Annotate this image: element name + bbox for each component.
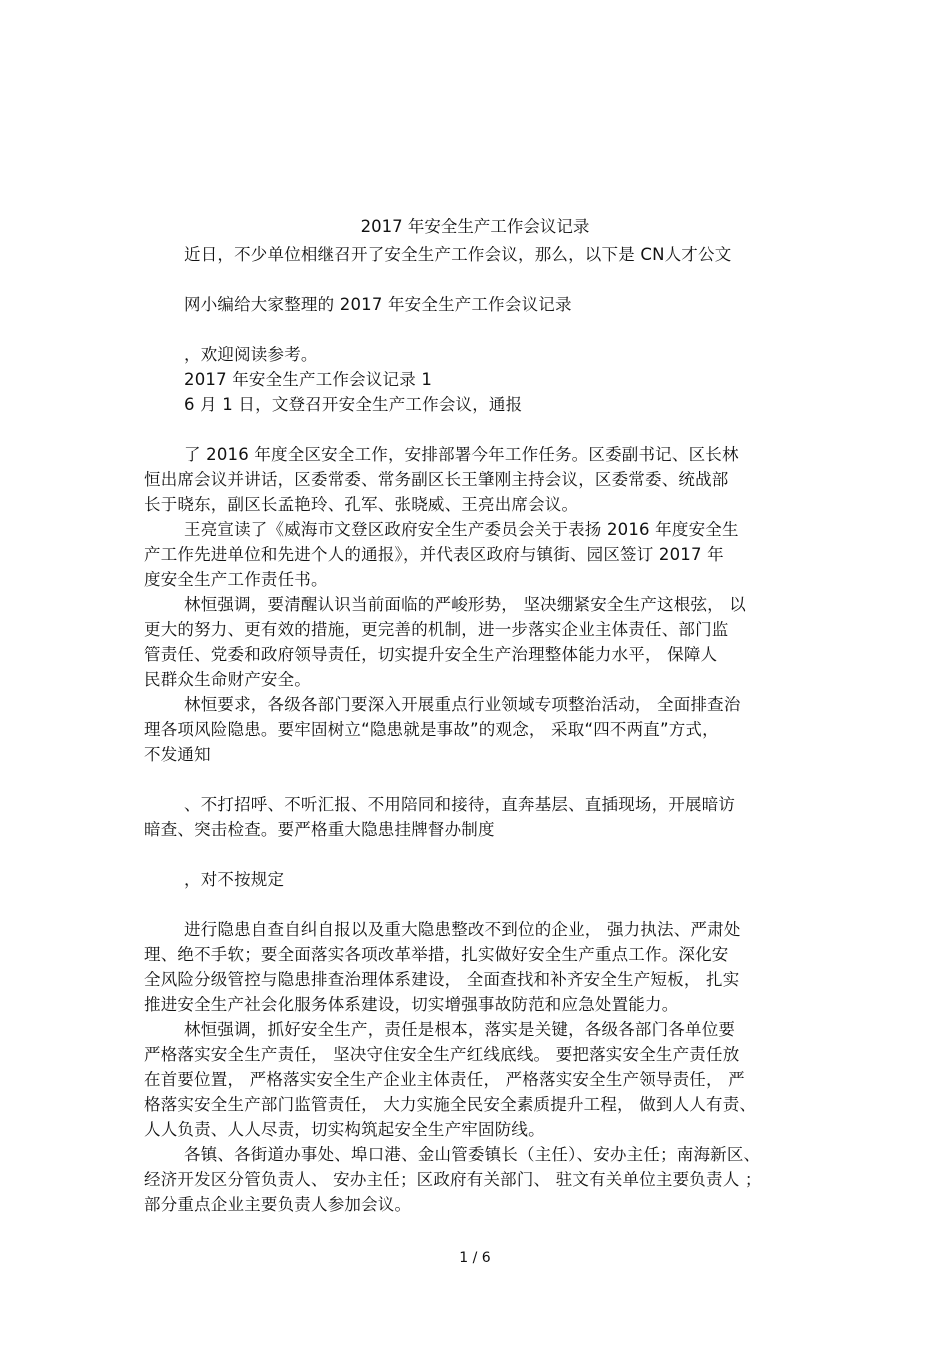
paragraph-line: 王亮宣读了《威海市文登区政府安全生产委员会关于表扬 2016 年度安全生 (184, 520, 739, 539)
paragraph-line: 部分重点企业主要负责人参加会议。 (144, 1195, 412, 1214)
paragraph-line: 不发通知 (144, 745, 211, 764)
paragraph-line: 经济开发区分管负责人、 安办主任；区政府有关部门、 驻文有关单位主要负责人 ； (144, 1170, 762, 1189)
paragraph-line: 网小编给大家整理的 2017 年安全生产工作会议记录 (184, 295, 572, 314)
paragraph-line: 暗查、突击检查。要严格重大隐患挂牌督办制度 (144, 820, 495, 839)
paragraph-line: ，对不按规定 (184, 870, 285, 889)
paragraph-line: 长于晓东，副区长孟艳玲、孔军、张晓威、王亮出席会议。 (144, 495, 579, 514)
paragraph-line: 理、绝不手软；要全面落实各项改革举措，扎实做好安全生产重点工作。深化安 (144, 945, 729, 964)
paragraph-line: 全风险分级管控与隐患排查治理体系建设， 全面查找和补齐安全生产短板， 扎实 (144, 970, 740, 989)
paragraph-line: 进行隐患自查自纠自报以及重大隐患整改不到位的企业， 强力执法、严肃处 (184, 920, 741, 939)
paragraph-line: 更大的努力、更有效的措施，更完善的机制，进一步落实企业主体责任、部门监 (144, 620, 729, 639)
paragraph-line: 格落实安全生产部门监管责任， 大力实施全民安全素质提升工程， 做到人人有责、 (144, 1095, 757, 1114)
paragraph-line: ，欢迎阅读参考。 (184, 345, 318, 364)
paragraph-line: 严格落实安全生产责任， 坚决守住安全生产红线底线。 要把落实安全生产责任放 (144, 1045, 740, 1064)
paragraph-line: 近日，不少单位相继召开了安全生产工作会议，那么，以下是 CN人才公文 (184, 245, 732, 264)
paragraph-line: 理各项风险隐患。要牢固树立“隐患就是事故”的观念， 采取“四不两直”方式， (144, 720, 719, 739)
document-title: 2017 年安全生产工作会议记录 (360, 217, 590, 236)
paragraph-line: 了 2016 年度全区安全工作，安排部署今年工作任务。区委副书记、区长林 (184, 445, 739, 464)
paragraph-line: 各镇、各街道办事处、埠口港、金山管委镇长（主任）、安办主任；南海新区、 (184, 1145, 761, 1164)
paragraph-line: 人人负责、人人尽责，切实构筑起安全生产牢固防线。 (144, 1120, 545, 1139)
section-heading: 2017 年安全生产工作会议记录 1 (184, 370, 433, 389)
paragraph-line: 产工作先进单位和先进个人的通报》，并代表区政府与镇街、园区签订 2017 年 (144, 545, 724, 564)
paragraph-line: 民群众生命财产安全。 (144, 670, 311, 689)
paragraph-line: 度安全生产工作责任书。 (144, 570, 328, 589)
paragraph-line: 、不打招呼、不听汇报、不用陪同和接待，直奔基层、直插现场，开展暗访 (184, 795, 736, 814)
paragraph-line: 6 月 1 日，文登召开安全生产工作会议，通报 (184, 395, 523, 414)
paragraph-line: 林恒强调，要清醒认识当前面临的严峻形势， 坚决绷紧安全生产这根弦， 以 (184, 595, 746, 614)
paragraph-line: 恒出席会议并讲话，区委常委、常务副区长王肇刚主持会议，区委常委、统战部 (144, 470, 729, 489)
page-number: 1 / 6 (459, 1250, 491, 1266)
paragraph-line: 推进安全生产社会化服务体系建设，切实增强事故防范和应急处置能力。 (144, 995, 679, 1014)
paragraph-line: 林恒要求，各级各部门要深入开展重点行业领域专项整治活动， 全面排查治 (184, 695, 741, 714)
paragraph-line: 在首要位置， 严格落实安全生产企业主体责任， 严格落实安全生产领导责任， 严 (144, 1070, 745, 1089)
paragraph-line: 林恒强调，抓好安全生产，责任是根本，落实是关键，各级各部门各单位要 (184, 1020, 736, 1039)
paragraph-line: 管责任、党委和政府领导责任，切实提升安全生产治理整体能力水平， 保障人 (144, 645, 718, 664)
